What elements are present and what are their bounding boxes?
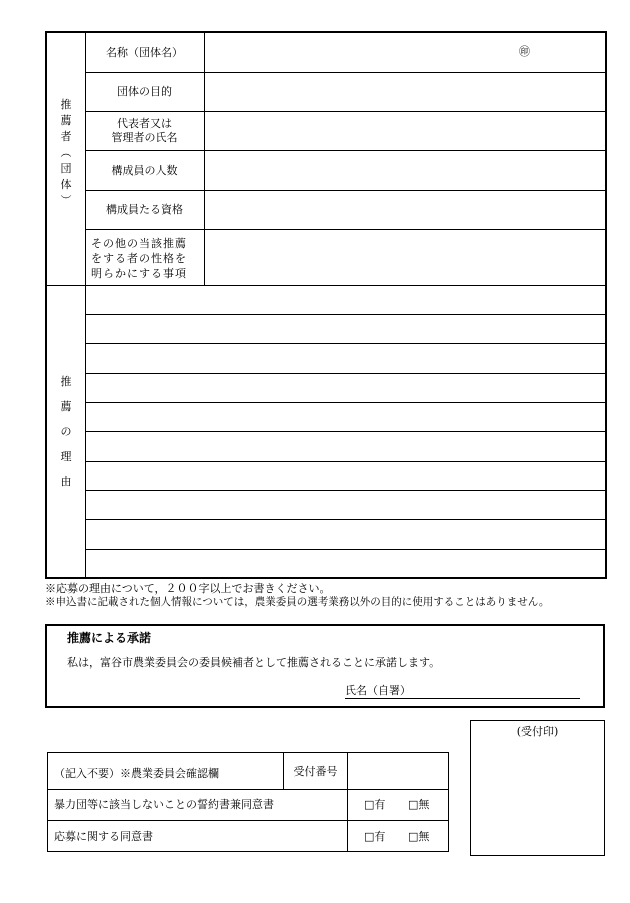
consent-box bbox=[45, 624, 605, 708]
seal-mark: ㊞ bbox=[519, 45, 530, 58]
application-no-checkbox[interactable]: □無 bbox=[408, 830, 430, 843]
application-consent-label: 応募に関する同意書 bbox=[54, 830, 153, 843]
label-representative-name: 代表者又は 管理者の氏名 bbox=[111, 117, 178, 144]
application-form-table bbox=[45, 31, 607, 579]
reason-side-label: 推 薦 の 理 由 bbox=[60, 375, 72, 488]
label-other-matters: その他の当該推薦 をする者の性格を 明らかにする事項 bbox=[91, 237, 187, 280]
organization-name-field[interactable] bbox=[205, 33, 605, 72]
applicant-side-label: 推 薦 者 ︵ 団 体 ︶ bbox=[60, 98, 72, 207]
label-member-count: 構成員の人数 bbox=[111, 164, 178, 177]
receipt-number-label: 受付番号 bbox=[293, 765, 338, 778]
signature-line bbox=[345, 698, 580, 699]
representative-name-field[interactable] bbox=[205, 112, 605, 150]
consent-title: 推薦による承諾 bbox=[67, 631, 152, 645]
application-yes-checkbox[interactable]: □有 bbox=[364, 830, 386, 843]
receipt-stamp-label: (受付印) bbox=[516, 725, 559, 738]
organization-purpose-field[interactable] bbox=[205, 73, 605, 111]
committee-confirmation-table bbox=[47, 752, 449, 852]
confirm-header-label: （記入不要）※農業委員会確認欄 bbox=[54, 767, 219, 780]
receipt-stamp-box bbox=[470, 720, 605, 856]
member-count-field[interactable] bbox=[205, 151, 605, 190]
other-matters-field[interactable] bbox=[205, 230, 605, 285]
label-organization-name: 名称（団体名） bbox=[106, 46, 183, 59]
consent-body: 私は，富谷市農業委員会の委員候補者として推薦されることに承諾します。 bbox=[67, 656, 441, 669]
signature-field[interactable] bbox=[417, 680, 580, 698]
pledge-no-checkbox[interactable]: □無 bbox=[408, 798, 430, 811]
pledge-yes-checkbox[interactable]: □有 bbox=[364, 798, 386, 811]
member-qualification-field[interactable] bbox=[205, 191, 605, 229]
receipt-number-field[interactable] bbox=[348, 753, 448, 789]
note-reason-length: ※応募の理由について，２００字以上でお書きください。 bbox=[45, 582, 331, 595]
pledge-consent-label: 暴力団等に該当しないことの誓約書兼同意書 bbox=[54, 798, 274, 811]
reason-text-area[interactable] bbox=[86, 286, 605, 577]
signature-label: 氏名（自署） bbox=[345, 684, 411, 697]
label-organization-purpose: 団体の目的 bbox=[117, 85, 172, 98]
note-privacy: ※申込書に記載された個人情報については，農業委員の選考業務以外の目的に使用することはありません。 bbox=[45, 596, 550, 608]
label-member-qualification: 構成員たる資格 bbox=[106, 203, 183, 216]
